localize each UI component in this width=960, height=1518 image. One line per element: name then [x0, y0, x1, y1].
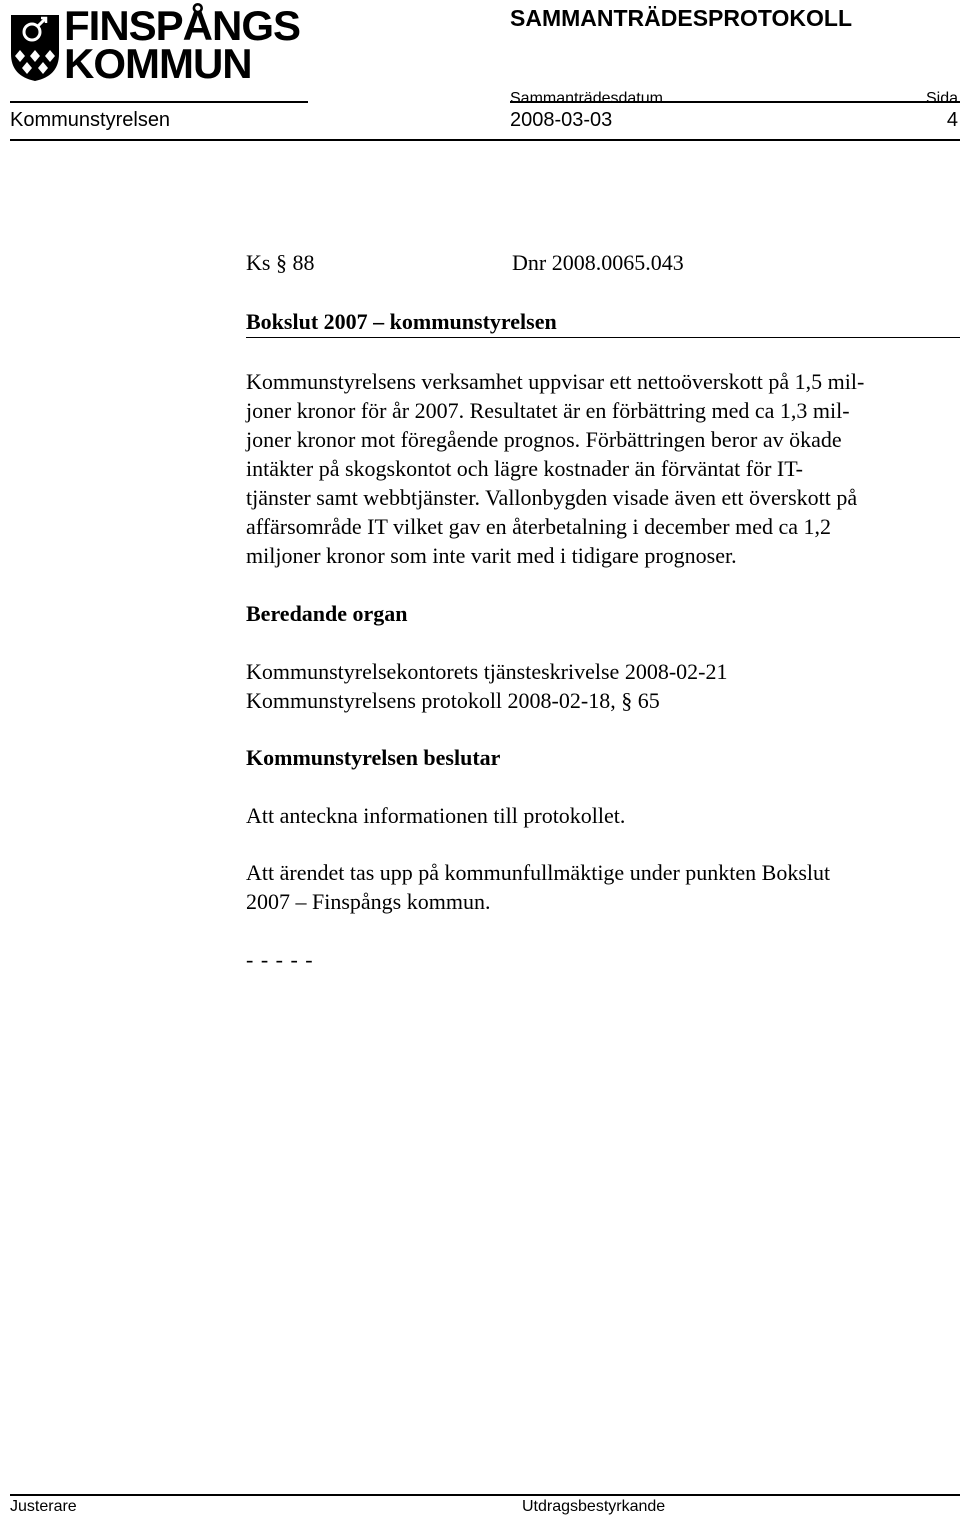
footer-utdragsbestyrkande: Utdragsbestyrkande [522, 1498, 666, 1515]
paragraph-reference: Ks § 88 [246, 250, 315, 275]
summary-line: joner kronor mot föregående prognos. Förbättringen beror av ökade [246, 427, 842, 452]
preparatory-list [246, 657, 727, 715]
end-marker: - - - - - [246, 947, 314, 972]
meeting-date: 2008-03-03 [510, 109, 613, 131]
logo-line-1: FINSPÅNGS [64, 2, 301, 49]
header-rule-left [10, 101, 308, 103]
footer-justerare: Justerare [10, 1498, 77, 1515]
logo-line-2: KOMMUN [64, 40, 252, 87]
summary-line: Kommunstyrelsens verksamhet uppvisar ett nettoöverskott på 1,5 mil- [246, 369, 865, 394]
preparatory-item: Kommunstyrelsekontorets tjänsteskrivelse 2008-02-21 [246, 659, 728, 684]
decision-item-2-line: Att ärendet tas upp på kommunfullmäktige under punkten Bokslut [246, 860, 831, 885]
finspang-coat-of-arms-icon [10, 14, 60, 82]
decision-heading: Kommunstyrelsen beslutar [246, 745, 501, 770]
date-label: Sammanträdesdatum [510, 90, 663, 107]
preparatory-heading: Beredande organ [246, 601, 408, 626]
case-title-rule [246, 337, 960, 338]
summary-line: joner kronor för år 2007. Resultatet är en förbättring med ca 1,3 mil- [246, 398, 850, 423]
summary-line: affärsområde IT vilket gav en återbetalning i december med ca 1,2 [246, 514, 831, 539]
protocol-title: SAMMANTRÄDESPROTOKOLL [510, 5, 853, 31]
header-bottom-rule [10, 139, 960, 141]
decision-item-2 [246, 858, 830, 916]
decision-item-1: Att anteckna informationen till protokollet. [246, 803, 626, 828]
decision-item-2-line: 2007 – Finspångs kommun. [246, 889, 491, 914]
page-label: Sida [925, 90, 958, 107]
diary-number: Dnr 2008.0065.043 [512, 250, 684, 275]
case-title: Bokslut 2007 – kommunstyrelsen [246, 309, 557, 334]
summary-paragraph [246, 367, 864, 570]
preparatory-item: Kommunstyrelsens protokoll 2008-02-18, § 65 [246, 688, 660, 713]
summary-line: intäkter på skogskontot och lägre kostnader än förväntat för IT- [246, 456, 803, 481]
body-name: Kommunstyrelsen [10, 109, 171, 131]
summary-line: tjänster samt webbtjänster. Vallonbygden visade även ett överskott på [246, 485, 858, 510]
summary-line: miljoner kronor som inte varit med i tidigare prognoser. [246, 543, 737, 568]
footer-rule [10, 1494, 960, 1496]
page-number: 4 [946, 109, 958, 131]
